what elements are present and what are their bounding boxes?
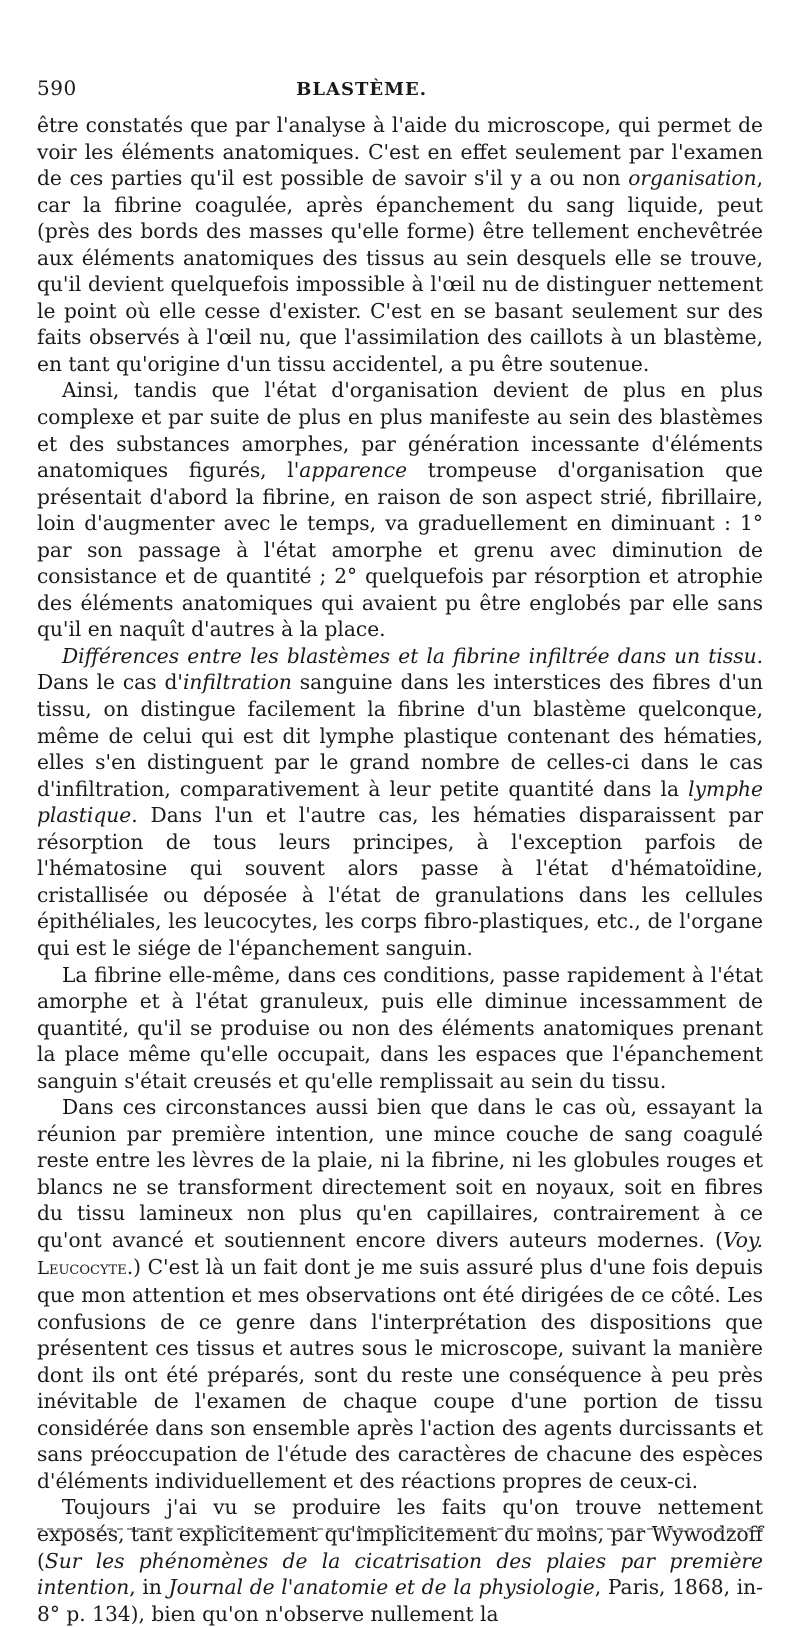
text-segment: , car la fibrine coagulée, après épanchement du sang liquide, peut (près des bords des masses qu'elle forme) être tellement enchevêtrée aux éléments anatomiques des tissus au sein desquels elle se trouve, qu'il devient quelquefois impossible à l'œil nu de distinguer nettement le point où elle cesse d'exister. C'est en se basant seulement sur des faits observés à l'œil nu, que l'assimilation des caillots à un blastème, en tant qu'origine d'un tissu accidentel, a pu être soutenue. — [37, 166, 763, 376]
text-segment: , Paris, 1868, in-8° p. 134), bien qu'on n'observe nullement la — [37, 1575, 763, 1626]
italic-text: apparence — [299, 458, 408, 483]
italic-text: Journal de l'anatomie et de la physiologie — [168, 1575, 595, 1600]
body-text — [37, 112, 763, 1627]
text-segment: . Dans l'un et l'autre cas, les hématies disparaissent par résorption de tous leurs principes, à l'exception parfois de l'hématosine qui souvent alors passe à l'état d'hématoïdine, cristallisée ou déposée à l'état de granulations dans les cellules épithéliales, les leucocytes, les corps fibro-plastiques, etc., de l'organe qui est le siége de l'épanchement sanguin. — [37, 803, 763, 960]
italic-text: Différences entre les blastèmes et la fibrine infiltrée dans un tissu. — [62, 643, 763, 668]
text-segment: Dans ces circonstances aussi bien que dans le cas où, essayant la réunion par première intention, une mince couche de sang coagulé reste entre les lèvres de la plaie, ni la fibrine, ni les globules rouges et blancs ne se transforment directement soit en noyaux, soit en fibres du tissu lamineux non plus qu'en capillaires, contrairement à ce qu'ont avancé et soutiennent encore divers auteurs modernes. ( — [37, 1095, 763, 1252]
text-segment: Ainsi, tandis que l'état d'organisation devient de plus en plus complexe et par suite de plus en plus manifeste au sein des blastèmes et des substances amorphes, par génération incessante d'éléments anatomiques figurés, l' — [37, 378, 763, 483]
paragraph — [37, 1094, 763, 1494]
footer-rule — [37, 1528, 763, 1530]
text-segment: sanguine dans les interstices des fibres d'un tissu, on distingue facilement la fibrine d'un blastème quelconque, même de celui qui est dit lymphe plastique contenant des hématies, elles s'en distinguent par le grand nombre de celles-ci dans le cas d'infiltration, comparativement à leur petite quantité dans la — [37, 670, 763, 801]
text-segment: La fibrine elle-même, dans ces conditions, passe rapidement à l'état amorphe et à l'état granuleux, puis elle diminue incessamment de quantité, qu'il se produise ou non des éléments anatomiques prenant la place même qu'elle occupait, dans les espaces que l'épanchement sanguin s'était creusés et qu'elle remplissait au sein du tissu. — [37, 962, 763, 1093]
text-segment: trompeuse d'organisation que présentait d'abord la fibrine, en raison de son aspect strié, fibrillaire, loin d'augmenter avec le temps, va graduellement en diminuant : 1° par son passage à l'état amorphe et grenu avec diminution de consistance et de quantité ; 2° quelquefois par résorption et atrophie des éléments anatomiques qui avaient pu être englobés par elle sans qu'il en naquît d'autres à la place. — [37, 458, 763, 642]
paragraph — [37, 377, 763, 642]
smallcaps-text: Leucocyte — [37, 1257, 127, 1279]
italic-text: Sur les phénomènes de la cicatrisation des plaies par première intention — [37, 1548, 763, 1600]
italic-text: infiltration — [182, 670, 292, 695]
paragraph — [37, 112, 763, 377]
paragraph — [37, 643, 763, 962]
page-number: 590 — [37, 76, 77, 100]
text-segment: .) C'est là un fait dont je me suis assuré plus d'une fois depuis que mon attention et mes observations ont été dirigées de ce côté. Les confusions de ce genre dans l'interprétation des dispositions que présentent ces tissus et autres sous le microscope, suivant la manière dont ils ont été préparés, sont du reste une conséquence à peu près inévitable de l'examen de chaque coupe d'une portion de tissu considérée dans son ensemble après l'action des agents durcissants et sans préoccupation de l'étude des caractères de chacune des espèces d'éléments individuellement et des réactions propres de ceux-ci. — [37, 1254, 763, 1493]
italic-text: organisation — [628, 166, 757, 191]
text-segment: être constatés que par l'analyse à l'aide du microscope, qui permet de voir les éléments anatomiques. C'est en effet seulement par l'examen de ces parties qu'il est possible de savoir s'il y a ou non — [37, 113, 763, 191]
text-segment: Dans le cas d' — [37, 670, 183, 695]
text-segment: , in — [129, 1575, 169, 1600]
page-header — [37, 76, 763, 106]
text-segment: Toujours j'ai vu se produire les faits qu'on trouve nettement exposés, tant explicitement qu'implicitement du moins, par Wywodzoff ( — [37, 1495, 763, 1573]
running-title: BLASTÈME. — [296, 79, 427, 100]
italic-text: lymphe plastique — [37, 776, 763, 828]
italic-text: Voy. — [722, 1227, 763, 1252]
paragraph — [37, 1494, 763, 1627]
paragraph — [37, 962, 763, 1095]
